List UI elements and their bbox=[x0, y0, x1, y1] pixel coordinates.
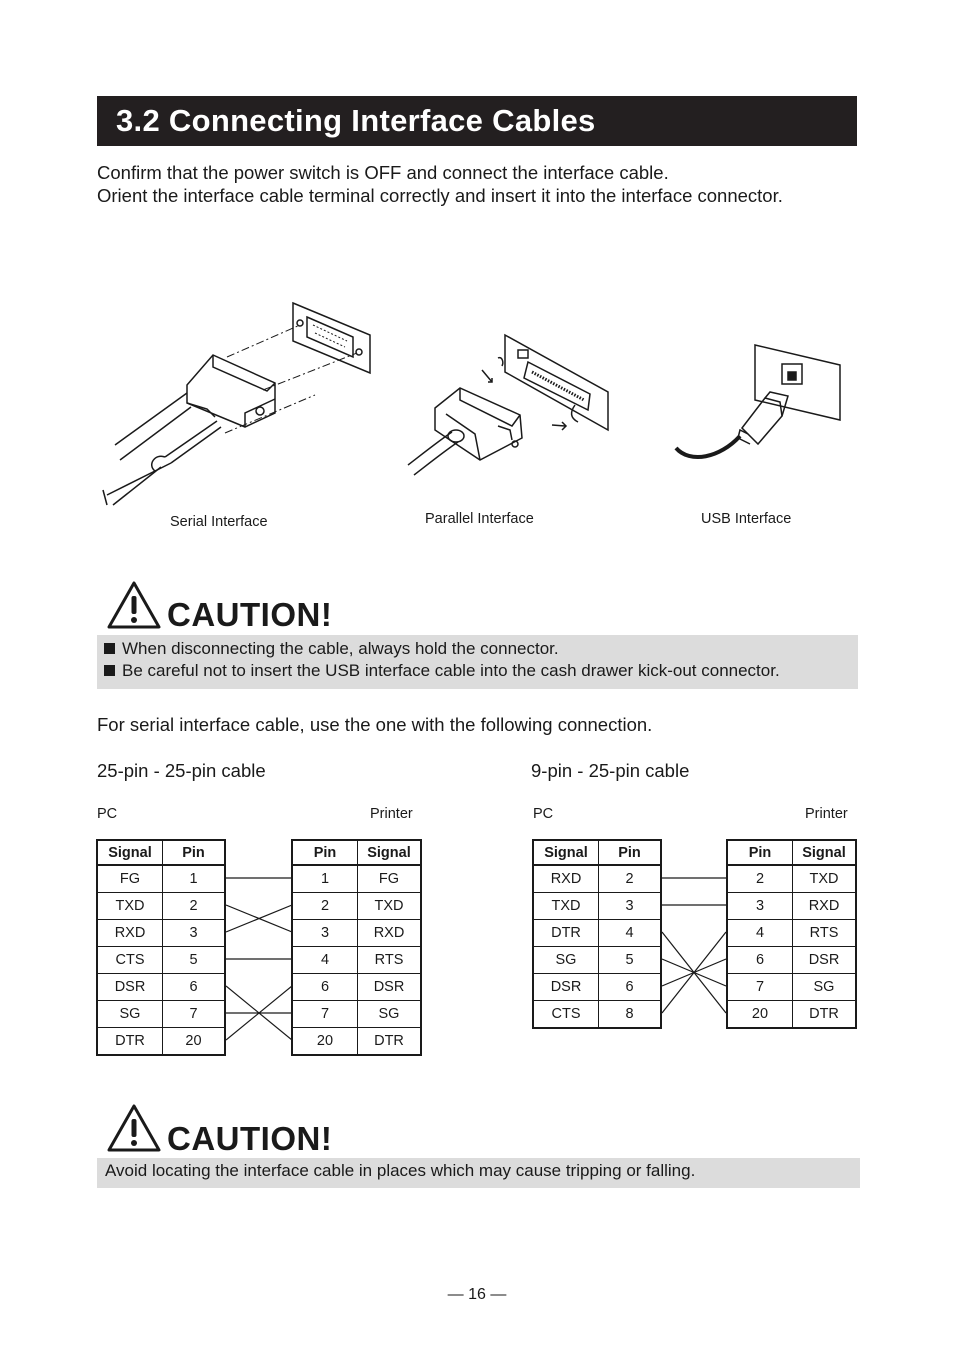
table-row: DSR 6 bbox=[533, 974, 661, 1001]
intro-line-1: Confirm that the power switch is OFF and connect the interface cable. bbox=[97, 162, 669, 183]
usb-interface-illustration bbox=[670, 340, 850, 470]
table-row: SG 5 bbox=[533, 947, 661, 974]
column-header: Pin bbox=[599, 840, 662, 865]
table-row: 4 RTS bbox=[292, 947, 421, 974]
section-title: 3.2 Connecting Interface Cables bbox=[97, 96, 857, 146]
table-row: DTR 20 bbox=[97, 1028, 225, 1056]
caution-item: Be careful not to insert the USB interface cable into the cash drawer kick-out connector. bbox=[104, 660, 858, 682]
column-header: Signal bbox=[533, 840, 599, 865]
table-row: RXD 3 bbox=[97, 920, 225, 947]
table-row: FG 1 bbox=[97, 865, 225, 893]
caution-item: When disconnecting the cable, always hold the connector. bbox=[104, 638, 858, 660]
table-row: CTS 5 bbox=[97, 947, 225, 974]
cable-25-title: 25-pin - 25-pin cable bbox=[97, 760, 266, 781]
caution-box bbox=[97, 635, 858, 689]
parallel-interface-illustration bbox=[390, 330, 620, 480]
caution-text: Avoid locating the interface cable in places which may cause tripping or falling. bbox=[105, 1161, 696, 1180]
caution-title: CAUTION! bbox=[167, 1120, 333, 1157]
caution-box bbox=[97, 1158, 860, 1188]
parallel-interface-caption: Parallel Interface bbox=[425, 511, 534, 527]
table-row: 3 RXD bbox=[727, 893, 856, 920]
usb-interface-caption: USB Interface bbox=[701, 511, 792, 527]
serial-interface-caption: Serial Interface bbox=[170, 514, 268, 530]
page-number: — 16 — bbox=[447, 1286, 507, 1303]
table-row: 6 DSR bbox=[292, 974, 421, 1001]
serial-interface-illustration bbox=[95, 295, 385, 510]
table-row: 6 DSR bbox=[727, 947, 856, 974]
bullet-square-icon bbox=[104, 643, 115, 654]
caution-title: CAUTION! bbox=[167, 596, 333, 633]
bullet-square-icon bbox=[104, 665, 115, 676]
table-row: DTR 4 bbox=[533, 920, 661, 947]
table-row: RXD 2 bbox=[533, 865, 661, 893]
column-header: Pin bbox=[727, 840, 793, 865]
table-row: SG 7 bbox=[97, 1001, 225, 1028]
warning-triangle-icon bbox=[106, 1103, 162, 1153]
column-header: Signal bbox=[97, 840, 163, 865]
cable-9-printer-table bbox=[726, 839, 857, 1029]
table-row: 20 DTR bbox=[727, 1001, 856, 1029]
intro-text bbox=[97, 162, 859, 207]
table-row: 2 TXD bbox=[727, 865, 856, 893]
column-header: Signal bbox=[358, 840, 422, 865]
cable-9-title: 9-pin - 25-pin cable bbox=[531, 760, 690, 781]
table-row: 7 SG bbox=[727, 974, 856, 1001]
column-header: Signal bbox=[793, 840, 857, 865]
cable-25-wiring-diagram bbox=[226, 865, 292, 1045]
cable-9-pc-label: PC bbox=[533, 806, 554, 822]
table-row: 3 RXD bbox=[292, 920, 421, 947]
intro-line-2: Orient the interface cable terminal correctly and insert it into the interface connector. bbox=[97, 184, 783, 206]
cable-25-printer-label: Printer bbox=[370, 806, 413, 822]
cable-9-printer-label: Printer bbox=[805, 806, 848, 822]
table-row: TXD 2 bbox=[97, 893, 225, 920]
column-header: Pin bbox=[292, 840, 358, 865]
table-row: CTS 8 bbox=[533, 1001, 661, 1029]
cable-9-pc-table bbox=[532, 839, 662, 1029]
table-row: 20 DTR bbox=[292, 1028, 421, 1056]
table-row: TXD 3 bbox=[533, 893, 661, 920]
cable-25-printer-table bbox=[291, 839, 422, 1056]
table-row: 7 SG bbox=[292, 1001, 421, 1028]
table-row: 1 FG bbox=[292, 865, 421, 893]
cable-25-pc-label: PC bbox=[97, 806, 118, 822]
cable-25-pc-table bbox=[96, 839, 226, 1056]
serial-cable-note: For serial interface cable, use the one with the following connection. bbox=[97, 714, 653, 735]
table-row: DSR 6 bbox=[97, 974, 225, 1001]
table-row: 4 RTS bbox=[727, 920, 856, 947]
cable-9-wiring-diagram bbox=[662, 865, 726, 1025]
column-header: Pin bbox=[163, 840, 226, 865]
table-row: 2 TXD bbox=[292, 893, 421, 920]
warning-triangle-icon bbox=[106, 580, 162, 630]
